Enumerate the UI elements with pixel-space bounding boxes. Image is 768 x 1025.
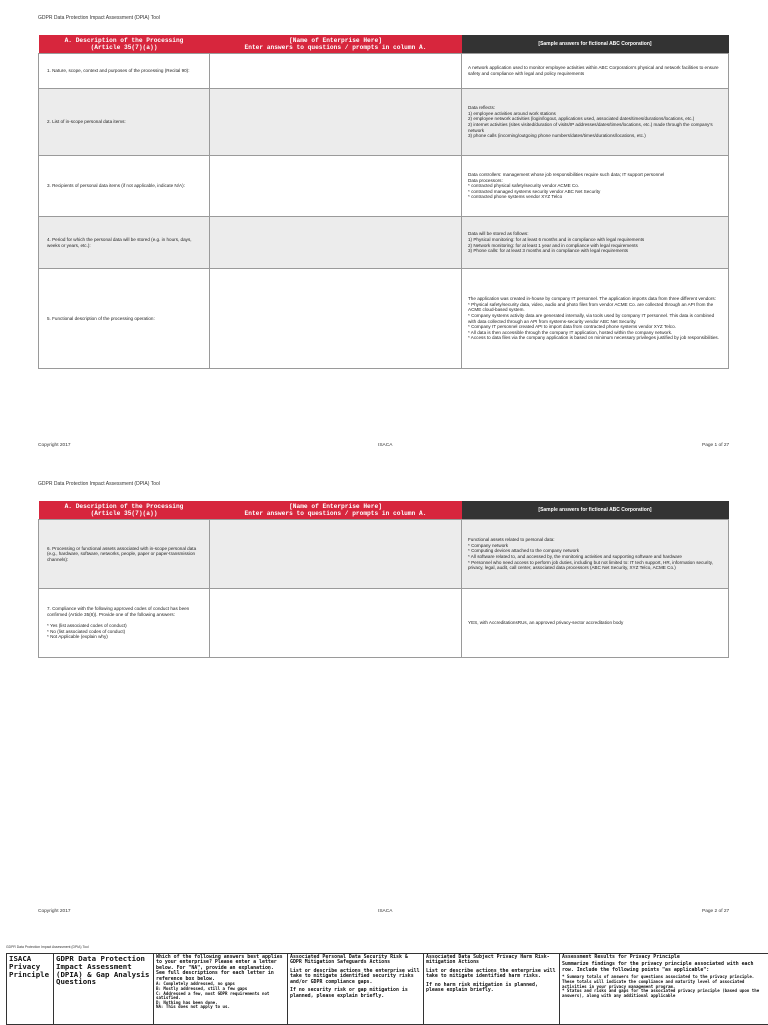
col-security-risk-actions: Associated Personal Data Security Risk & GDPR Mitigation Safeguards Actions List or describe actions the enterprise will take to mitigate identified security risks and/or GDPR compliance gaps. If no security risk or gap mitigation is planned, please explain briefly.	[288, 954, 424, 1025]
dpia-table-page2	[38, 501, 729, 658]
dpia-table-page1	[38, 35, 729, 369]
header-enterprise: [Name of Enterprise Here] Enter answers to questions / prompts in column A.	[210, 35, 462, 54]
enterprise-answer-field[interactable]	[210, 269, 462, 369]
footer-page-number: Page 2 of 27	[702, 909, 729, 914]
question-cell: 7. Compliance with the following approved codes of conduct has been confirmed (Article 35(8)). Provide one of the following answers: * Yes (list associated codes of conduct) * No (list associated codes of conduct) * Not Applicable (explain why)	[39, 589, 210, 658]
enterprise-answer-field[interactable]	[210, 217, 462, 269]
enterprise-answer-field[interactable]	[210, 54, 462, 89]
header-sample-answers: [Sample answers for fictional ABC Corporation]	[462, 501, 729, 520]
col-privacy-harm-actions: Associated Data Subject Privacy Harm Risk-mitigation Actions List or describe actions the enterprise will take to mitigate identified harm risks. If no harm risk mitigation is planned, please explain briefly.	[424, 954, 560, 1025]
header-enterprise: [Name of Enterprise Here] Enter answers to questions / prompts in column A.	[210, 501, 462, 520]
page-header-title: GDPR Data Protection Impact Assessment (DPIA) Tool	[38, 15, 160, 21]
footer-center: ISACA	[378, 909, 392, 914]
sample-answer-cell: A network application used to monitor employee activities within ABC Corporation's physical and network facilities to ensure safety and compliance with legal and policy requirements	[462, 54, 729, 89]
footer-center: ISACA	[378, 443, 392, 448]
col-assessment-results: Assessment Results for Privacy Principle Summarize findings for the privacy principle associated with each row. Include the following points "as applicable": * Summary totals of answers for questions associated to the privacy principle. These totals will indicate the compliance and maturity level of associated activities in your privacy management program. * Status and risks and gaps for the associated privacy principle (based upon the answers), along with any additional applicable	[560, 954, 768, 1025]
col-dpia-questions: GDPR Data Protection Impact Assessment (DPIA) & Gap Analysis Questions	[54, 954, 154, 1025]
table-row	[39, 589, 729, 658]
header-description: A. Description of the Processing (Article 35(7)(a))	[39, 501, 210, 520]
sample-answer-cell: The application was created in-house by company IT personnel. The application imports data from three different vendors: * Physical safety/security data, video, audio and photo files from vendor ACME Co. are collected through an API from the ACME cloud-based system. * Company systems activity data are generated internally, via tools used by company IT personnel. This data is combined with data collected through an API from systems-security vendor ABC Net Security. * Company IT personnel created API to import data from contracted phone systems vendor XYZ Telco. * All data is then accessible through the company IT application, hosted within the company network. * Access to data files via the company application is based on minimum necessary privileges justified by job responsibilities.	[462, 269, 729, 369]
sample-answer-cell: YES, with AccreditationsRUs, an approved privacy-sector accreditation body	[462, 589, 729, 658]
sample-answer-cell: Functional assets related to personal data: * Company network * Computing devices attached to the company network * All software related to, and accessed by, the monitoring activities and supporting software and hardware * Personnel who need access to perform job duties, including but not limited to: IT tech support, HR, information security, privacy, legal, audit, call center, associated data processors (ABC Net Security, XYZ Telco, ACME Co.)	[462, 520, 729, 589]
enterprise-answer-field[interactable]	[210, 520, 462, 589]
enterprise-answer-field[interactable]	[210, 589, 462, 658]
sample-answer-cell: Data will be stored as follows: 1) Physical monitoring: for at least 6 months and in compliance with legal requirements 2) Network monitoring: for at least 1 year and in compliance with legal requirements 3) Phone calls: for at least 3 months and in compliance with legal requirements	[462, 217, 729, 269]
footer-page-number: Page 1 of 27	[702, 443, 729, 448]
footer-copyright: Copyright 2017	[38, 443, 71, 448]
question-cell: 2. List of in-scope personal data items:	[39, 89, 210, 156]
table-row	[39, 217, 729, 269]
sample-answer-cell: Data controllers: management whose job responsibilities require such data; IT support personnel Data processors: * contracted physical safety/security vendor ACME Co. * contracted managed systems security vendor ABC Net Security * contracted phone systems vendor XYZ Telco	[462, 156, 729, 217]
table-row	[39, 520, 729, 589]
table-row	[39, 156, 729, 217]
sample-answer-cell: Data reflects: 1) employee activities around work stations 2) employee network activities (login/logout, applications used, associated dates/times/durations/locations, etc.) 2) internet activities (sites visited/duration of visits/IP addresses/dates/times/locations, etc.) made through the company's network 3) phone calls (incoming/outgoing phone numbers/dates/times/durations/locations, etc.)	[462, 89, 729, 156]
gap-analysis-table	[6, 953, 768, 1025]
table-row	[39, 89, 729, 156]
header-sample-answers: [Sample answers for fictional ABC Corporation]	[462, 35, 729, 54]
table-row	[39, 269, 729, 369]
enterprise-answer-field[interactable]	[210, 156, 462, 217]
page-header-title: GDPR Data Protection Impact Assessment (DPIA) Tool	[38, 481, 160, 487]
question-cell: 6. Processing or functional assets associated with in-scope personal data (e.g., hardware, software, networks, people, paper or paper-transmission channels):	[39, 520, 210, 589]
question-cell: 4. Period for which the personal data will be stored (e.g. in hours, days, weeks or years, etc.):	[39, 217, 210, 269]
col-answer-key: Which of the following answers best applies to your enterprise? Please enter a letter below. For "NA", provide an explanation. See full descriptions for each letter in reference box below. A: Completely addressed, no gaps B: Mostly addressed, still a few gaps C: Addressed a few, most GDPR requirements not satisfied. D: Nothing has been done. NA: This does not apply to us.	[154, 954, 288, 1025]
page-header-title: GDPR Data Protection Impact Assessment (DPIA) Tool	[6, 945, 89, 949]
question-cell: 5. Functional description of the processing operation:	[39, 269, 210, 369]
question-cell: 1. Nature, scope, context and purposes of the processing (Recital 90):	[39, 54, 210, 89]
enterprise-answer-field[interactable]	[210, 89, 462, 156]
header-description: A. Description of the Processing (Article 35(7)(a))	[39, 35, 210, 54]
col-privacy-principle: ISACA Privacy Principle	[7, 954, 54, 1025]
footer-copyright: Copyright 2017	[38, 909, 71, 914]
table-row	[39, 54, 729, 89]
table-row	[7, 954, 768, 1025]
question-cell: 3. Recipients of personal data items (if not applicable, indicate N/A):	[39, 156, 210, 217]
